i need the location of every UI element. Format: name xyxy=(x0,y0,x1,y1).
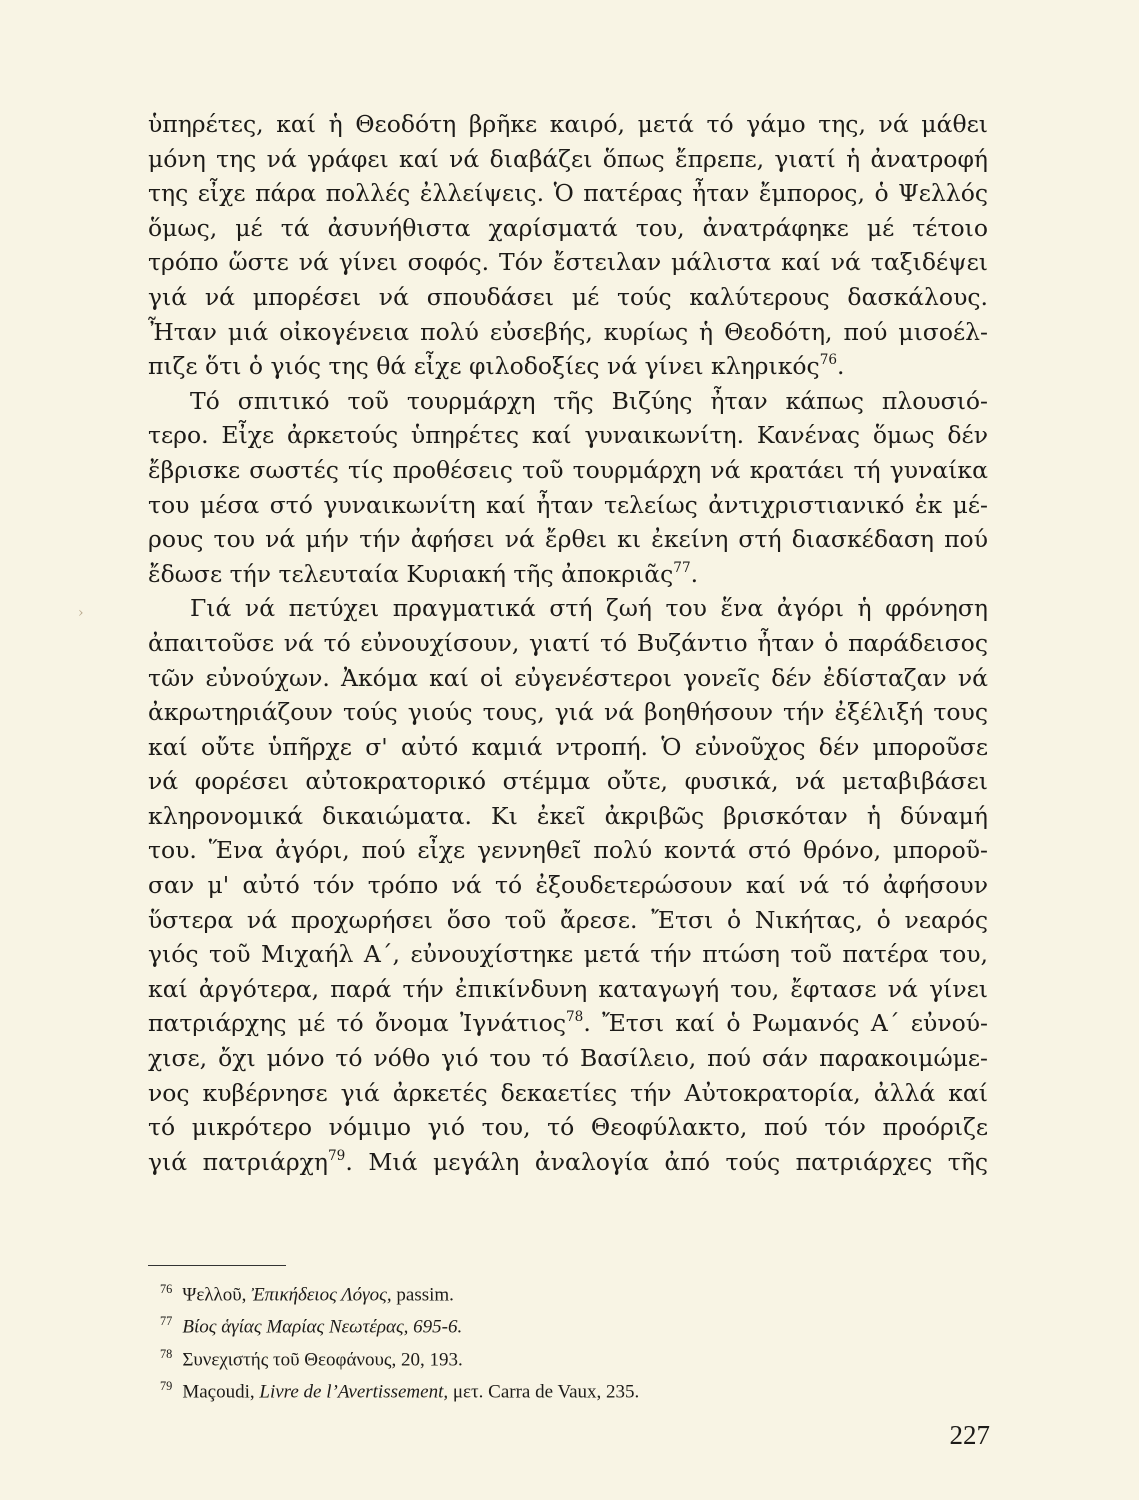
text-line: ὑπηρέτες, καί ἡ Θεοδότη βρῆκε καιρό, μετά τό γάμο της, νά μάθει xyxy=(148,110,988,138)
footnote xyxy=(160,1373,960,1405)
footnote-number: 76 xyxy=(160,1282,173,1296)
text-line: νος κυβέρνησε γιά ἀρκετές δεκαετίες τήν Αὐτοκρατορία, ἀλλά καί xyxy=(148,1078,988,1107)
footnotes xyxy=(160,1276,960,1405)
text-line: καί ἀργότερα, παρά τήν ἐπικίνδυνη καταγωγή του, ἔφτασε νά γίνει xyxy=(148,974,988,1003)
text-line: καί οὔτε ὑπῆρχε σ' αὐτό καμιά ντροπή. Ὁ εὐνοῦχος δέν μποροῦσε xyxy=(148,732,988,761)
text-line: ἀκρωτηριάζουν τούς γιούς τους, γιά νά βοηθήσουν τήν ἐξέλιξή τους xyxy=(148,698,988,727)
text-segment: . Μιά μεγάλη ἀναλογία ἀπό τούς πατριάρχες τῆς xyxy=(345,1147,988,1176)
footnote-ref: 79 xyxy=(328,1147,346,1164)
text-line: Γιά νά πετύχει πραγματικά στή ζωή του ἕνα ἀγόρι ἡ φρόνηση xyxy=(190,594,988,623)
text-line: χισε, ὄχι μόνο τό νόθο γιό του τό Βασίλειο, πού σάν παρακοιμώμε- xyxy=(148,1044,988,1073)
text-line: τρόπο ὥστε νά γίνει σοφός. Τόν ἔστειλαν μάλιστα καί νά ταξιδέψει xyxy=(148,248,988,277)
text-line: πιζε ὅτι ὁ γιός της θά εἶχε φιλοδοξίες νά γίνει κληρικός$^{76}$. xyxy=(148,351,845,381)
footnote-title: Ἐπικήδειος Λόγος, xyxy=(251,1284,392,1306)
text-line: ρους του νά μήν τήν ἀφήσει νά ἔρθει κι ἐκείνη στή διασκέδαση πού xyxy=(148,525,988,554)
text-line: ἔβρισκε σωστές τίς προθέσεις τοῦ τουρμάρχη νά κρατάει τή γυναίκα xyxy=(148,455,988,484)
text-line: τό μικρότερο νόμιμο γιό του, τό Θεοφύλακτο, πού τόν προόριζε xyxy=(148,1113,988,1142)
footnote-ref: 76 xyxy=(819,351,838,368)
footnote xyxy=(160,1276,960,1308)
text-line: Τό σπιτικό τοῦ τουρμάρχη τῆς Βιζύης ἦταν κάπως πλουσιό- xyxy=(190,386,988,415)
text-line: Ἦταν μιά οἰκογένεια πολύ εὐσεβής, κυρίως ἡ Θεοδότη, πού μισοέλ- xyxy=(148,317,988,346)
margin-mark-icon: › xyxy=(78,605,84,621)
text-line: γιά νά μπορέσει νά σπουδάσει μέ τούς καλύτερους δασκάλους. xyxy=(148,282,988,311)
text-line: μόνη της νά γράφει καί νά διαβάζει ὅπως ἔπρεπε, γιατί ἡ ἀνατροφή xyxy=(148,144,988,173)
page-number: 227 xyxy=(949,1420,990,1450)
text-line: νά φορέσει αὐτοκρατορικό στέμμα οὔτε, φυσικά, νά μεταβιβάσει xyxy=(148,767,988,796)
text-line: του μέσα στό γυναικωνίτη καί ἦταν τελείως ἀντιχριστιανικό ἐκ μέ- xyxy=(148,490,988,519)
text-line: τῶν εὐνούχων. Ἀκόμα καί οἱ εὐγενέστεροι γονεῖς δέν ἐδίσταζαν νά xyxy=(148,663,988,692)
footnote-title: Livre de l’Avertissement, xyxy=(259,1381,449,1403)
footnote-text: Ψελλοῦ, xyxy=(182,1284,252,1306)
footnote xyxy=(160,1341,960,1373)
footnote-ref: 78 xyxy=(565,1009,584,1026)
footnote-text: Συνεχιστής τοῦ Θεοφάνους, 20, 193. xyxy=(182,1348,463,1370)
text-line: ἔδωσε τήν τελευταία Κυριακή τῆς ἀποκριᾶς$^{77}$. xyxy=(148,559,699,588)
text-segment: . Ἔτσι καί ὁ Ρωμανός Α΄ εὐνού- xyxy=(583,1009,988,1038)
footnote-ref: 77 xyxy=(673,559,691,576)
text-line: κληρονομικά δικαιώματα. Κι ἐκεῖ ἀκριβῶς βρισκόταν ἡ δύναμή xyxy=(148,801,988,830)
text-segment: πιζε ὅτι ὁ γιός της θά εἶχε φιλοδοξίες νά γίνει κληρικός xyxy=(148,352,820,381)
text-line: της εἶχε πάρα πολλές ἐλλείψεις. Ὁ πατέρας ἦταν ἔμπορος, ὁ Ψελλός xyxy=(148,179,988,208)
body-text xyxy=(148,107,988,1179)
footnote-divider xyxy=(148,1265,286,1266)
text-line: γιός τοῦ Μιχαήλ Α΄, εὐνουχίστηκε μετά τήν πτώση τοῦ πατέρα του, xyxy=(148,940,988,969)
footnote-number: 78 xyxy=(160,1346,173,1361)
footnote-number: 77 xyxy=(160,1314,173,1329)
text-line: ἀπαιτοῦσε νά τό εὐνουχίσουν, γιατί τό Βυζάντιο ἦταν ὁ παράδεισος xyxy=(148,628,988,657)
text-line xyxy=(148,1145,988,1180)
text-line: σαν μ' αὐτό τόν τρόπο νά τό ἐξουδετερώσουν καί νά τό ἀφήσουν xyxy=(148,871,988,900)
text-segment: πατριάρχης μέ τό ὄνομα Ἰγνάτιος xyxy=(148,1009,566,1038)
text-line xyxy=(148,1006,988,1041)
text-line: τερο. Εἶχε ἀρκετούς ὑπηρέτες καί γυναικωνίτη. Κανένας ὅμως δέν xyxy=(148,421,988,450)
text-line: ὕστερα νά προχωρήσει ὅσο τοῦ ἄρεσε. Ἔτσι ὁ Νικήτας, ὁ νεαρός xyxy=(148,905,988,934)
text-line: ὅμως, μέ τά ἀσυνήθιστα χαρίσματά του, ἀνατράφηκε μέ τέτοιο xyxy=(148,213,988,242)
text-segment: γιά πατριάρχη xyxy=(148,1147,328,1176)
text-segment: ἔδωσε τήν τελευταία Κυριακή τῆς ἀποκριᾶς xyxy=(148,559,674,588)
footnote xyxy=(160,1308,960,1340)
footnote-title: Βίος ἁγίας Μαρίας Νεωτέρας, 695-6. xyxy=(182,1316,463,1338)
text-line: του. Ἕνα ἀγόρι, πού εἶχε γεννηθεῖ πολύ κοντά στό θρόνο, μποροῦ- xyxy=(148,836,988,865)
footnote-text: Maçoudi, xyxy=(182,1381,260,1403)
footnote-number: 79 xyxy=(160,1378,173,1393)
footnote-text: passim. xyxy=(391,1284,454,1306)
footnote-text: μετ. Carra de Vaux, 235. xyxy=(448,1381,640,1403)
